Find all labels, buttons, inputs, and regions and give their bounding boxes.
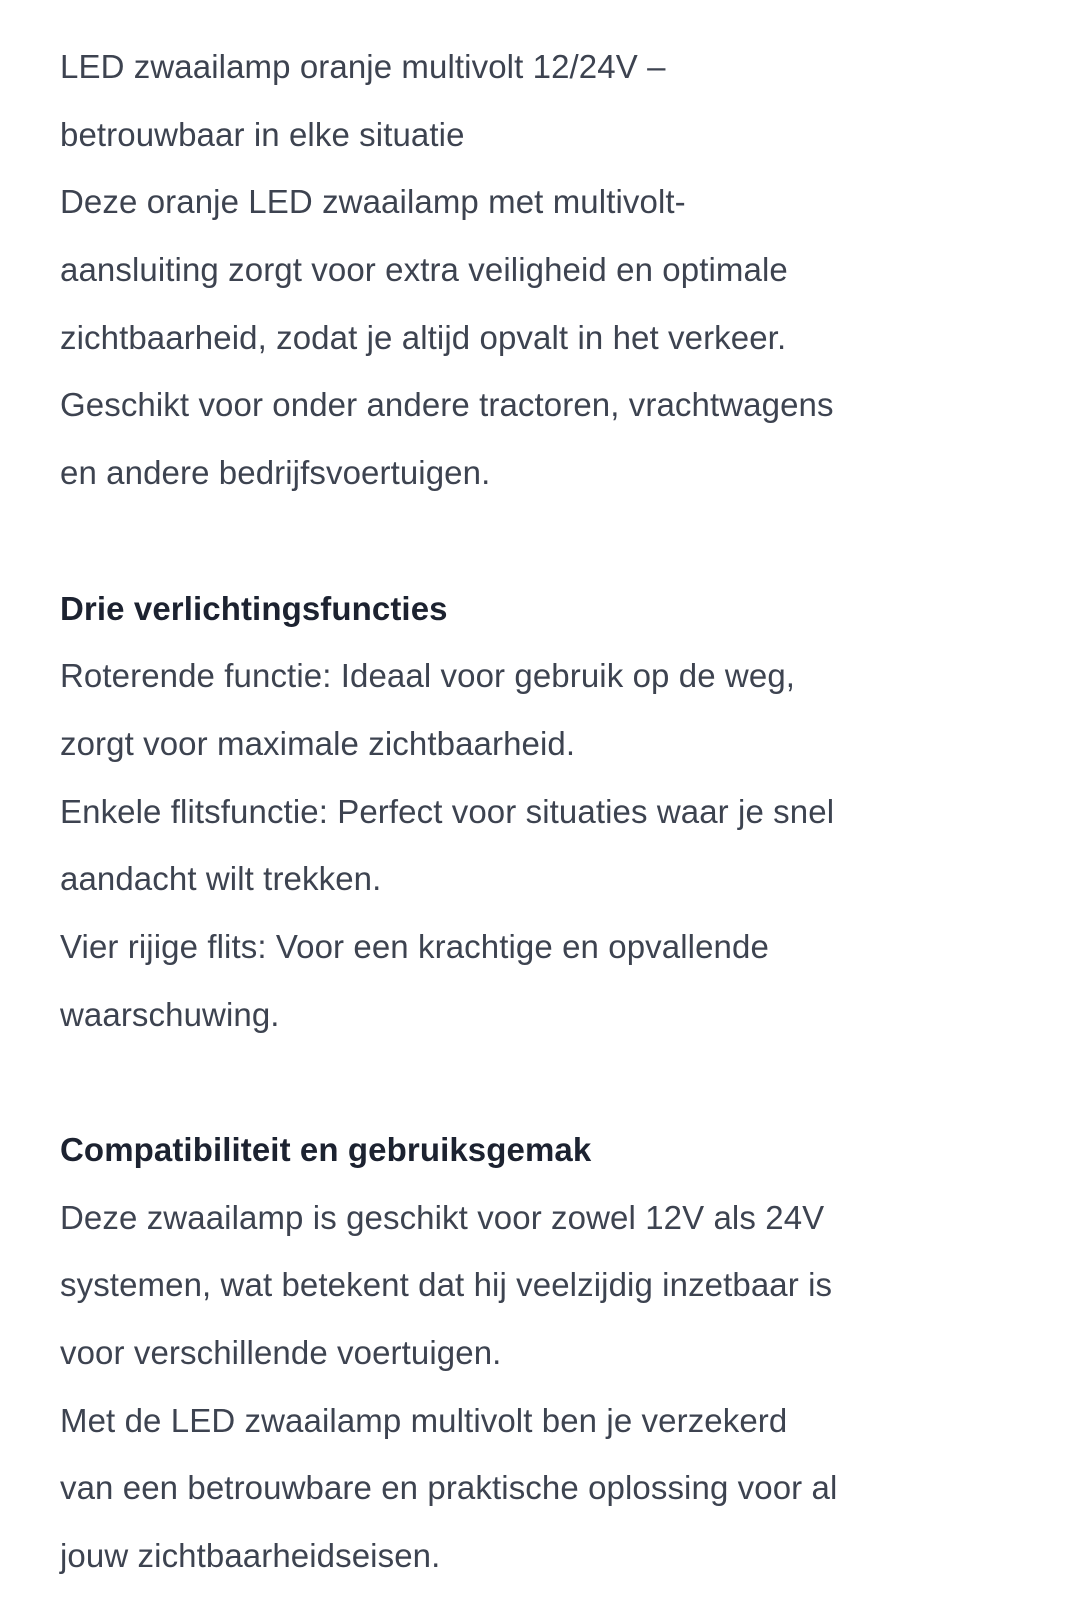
functions-line-3: Enkele flitsfunctie: Perfect voor situaties waar je snel bbox=[60, 792, 835, 830]
functions-line-6: waarschuwing. bbox=[60, 995, 280, 1033]
functions-line-1: Roterende functie: Ideaal voor gebruik op de weg, bbox=[60, 657, 796, 695]
functions-line-4: aandacht wilt trekken. bbox=[60, 860, 382, 898]
intro-body-line-1: Deze oranje LED zwaailamp met multivolt- bbox=[60, 183, 686, 221]
compatibility-line-5: van een betrouwbare en praktische oplossing voor al bbox=[60, 1469, 838, 1507]
section-spacer bbox=[60, 1048, 1050, 1116]
intro-title-line-1: LED zwaailamp oranje multivolt 12/24V – bbox=[60, 48, 666, 85]
compatibility-line-6: jouw zichtbaarheidseisen. bbox=[60, 1537, 441, 1575]
intro-body-line-2: aansluiting zorgt voor extra veiligheid en optimale bbox=[60, 251, 788, 289]
section-spacer bbox=[60, 507, 1050, 575]
compatibility-line-2: systemen, wat betekent dat hij veelzijdig inzetbaar is bbox=[60, 1266, 833, 1304]
intro-title-line-2: betrouwbaar in elke situatie bbox=[60, 115, 465, 153]
intro-body-line-4: Geschikt voor onder andere tractoren, vrachtwagens bbox=[60, 386, 834, 424]
functions-line-2: zorgt voor maximale zichtbaarheid. bbox=[60, 724, 576, 762]
functions-heading: Drie verlichtingsfuncties bbox=[60, 589, 448, 627]
compatibility-heading: Compatibiliteit en gebruiksgemak bbox=[60, 1131, 592, 1168]
intro-body-line-5: en andere bedrijfsvoertuigen. bbox=[60, 454, 491, 492]
product-description bbox=[60, 33, 1050, 1590]
compatibility-line-3: voor verschillende voertuigen. bbox=[60, 1334, 502, 1372]
compatibility-line-4: Met de LED zwaailamp multivolt ben je verzekerd bbox=[60, 1401, 788, 1439]
compatibility-line-1: Deze zwaailamp is geschikt voor zowel 12V als 24V bbox=[60, 1198, 825, 1236]
intro-body-line-3: zichtbaarheid, zodat je altijd opvalt in het verkeer. bbox=[60, 318, 787, 356]
intro-section bbox=[60, 33, 1050, 507]
compatibility-section bbox=[60, 1116, 1050, 1590]
functions-section bbox=[60, 575, 1050, 1049]
functions-line-5: Vier rijige flits: Voor een krachtige en opvallende bbox=[60, 927, 769, 965]
